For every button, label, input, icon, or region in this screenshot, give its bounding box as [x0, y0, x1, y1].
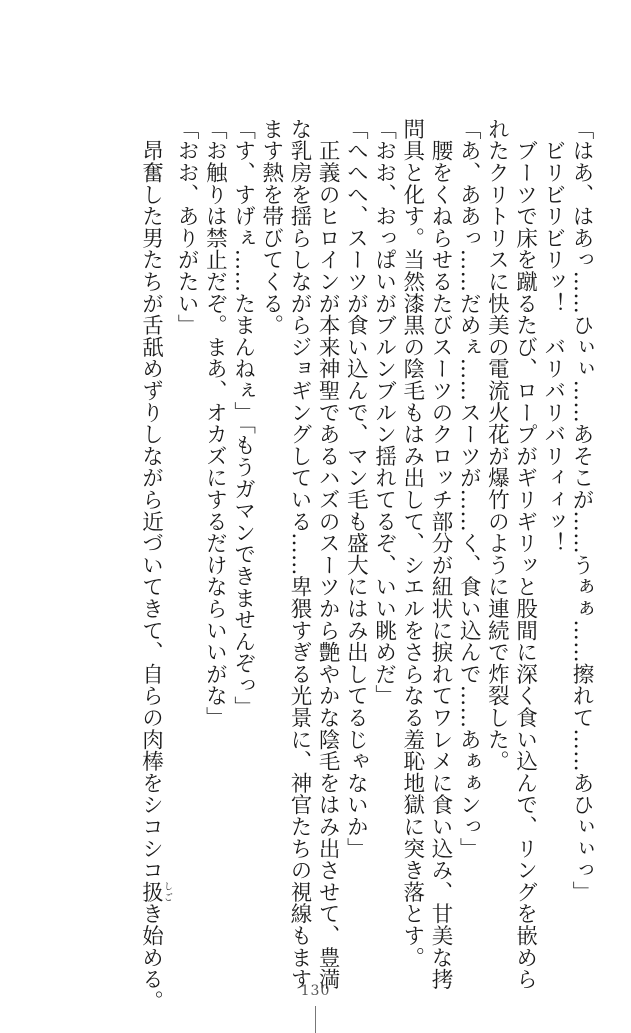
text-line-4: れたクリトリスに快美の電流火花が爆竹のように連続で炸裂した。: [484, 118, 510, 772]
text-line-2: ビリビリビリッ！ バリバリバリィィッ！: [540, 118, 566, 554]
page-number-rule: [315, 1006, 316, 1033]
text-line-15: 「おお、ありがたい」: [174, 118, 200, 336]
text-line-14: 「お触りは禁止だぞ。まあ、オカズにするだけならいいがな」: [202, 118, 228, 729]
text-line-6: 腰をくねらせるたびスーツのクロッチ部分が紐状に捩れてワレメに食い込み、甘美な拷: [427, 118, 453, 990]
text-line-11: な乳房を揺らしながらジョギングしている……卑猥すぎる光景に、神官たちの視線もます: [286, 118, 312, 990]
text-line-16: [136, 118, 172, 1012]
page-number: 130: [300, 983, 331, 999]
text-line-9: 「へへへ、スーツが食い込んで、マン毛も盛大にはみ出してるじゃないか」: [343, 118, 369, 860]
text-line-8: 「おお、おっぱいがブルンブルン揺れてるぞ、いい眺めだ」: [371, 118, 397, 707]
text-line-13: 「す、すげぇ……たまんねぇ」「もうガマンできませんぞっ」: [230, 118, 256, 718]
text-line-3: ブーツで床を蹴るたび、ロープがギリギリッと股間に深く食い込んで、リングを嵌めら: [512, 118, 538, 990]
ruby-annotation: 扱しご: [138, 881, 172, 903]
text-line-7: 問具と化す。当然漆黒の陰毛もはみ出して、シエルをさらなる羞恥地獄に突き落とす。: [399, 118, 425, 969]
text-line-16-content: 昂奮した男たちが舌舐めずりしながら近づいてきて、自らの肉棒をシコシコ扱しごき始める。: [138, 118, 172, 1012]
text-line-12: ます熱を帯びてくる。: [258, 118, 284, 336]
text-line-10: 正義のヒロインが本来神聖であるハズのスーツから艶やかな陰毛をはみ出させて、豊満: [315, 118, 341, 990]
text-line-5: 「あ、ああっ……だめぇ……スーツが……く、食い込んで……あぁぁンっ」: [456, 118, 482, 860]
text-line-1: 「はあ、はあっ……ひぃぃ……あそこが……うぁぁ……擦れて……あひぃぃっ」: [569, 118, 594, 903]
